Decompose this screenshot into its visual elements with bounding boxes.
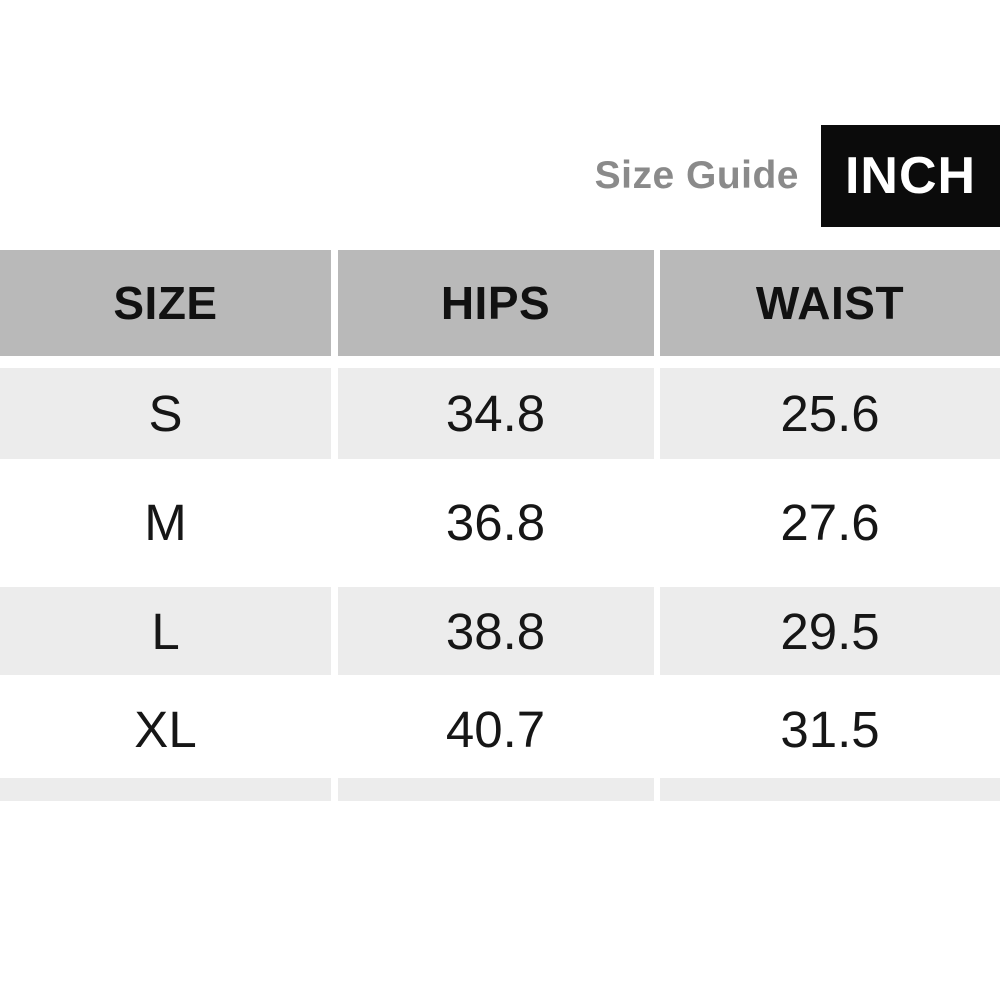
cell-hips-xl: 40.7 <box>445 701 546 758</box>
table-row-s <box>0 368 1000 459</box>
cell-size-l: L <box>0 587 331 675</box>
cell-waist-s: 25.6 <box>660 368 1000 459</box>
cell-waist-l: 29.5 <box>660 587 1000 675</box>
cell-waist-xl: 31.5 <box>780 701 880 758</box>
cell-hips-l: 38.8 <box>338 587 654 675</box>
cell-waist-clipped <box>660 778 1000 801</box>
column-header-waist: WAIST <box>660 250 1000 356</box>
size-guide-header <box>595 125 1000 227</box>
column-header-size: SIZE <box>0 250 331 356</box>
cell-size-xl: XL <box>134 701 197 758</box>
table-row-l <box>0 587 1000 675</box>
page-title: Size Guide <box>594 154 799 197</box>
cell-size-s: S <box>0 368 331 459</box>
table-row-clipped <box>0 778 1000 801</box>
cell-hips-m: 36.8 <box>445 494 546 551</box>
cell-waist-m: 27.6 <box>780 494 880 551</box>
cell-hips-clipped <box>338 778 654 801</box>
cell-hips-s: 34.8 <box>338 368 654 459</box>
table-row-m <box>0 477 1000 568</box>
unit-toggle-inch-button[interactable]: INCH <box>821 125 1000 227</box>
column-header-hips: HIPS <box>338 250 654 356</box>
size-chart-table <box>0 250 1000 801</box>
table-row-xl <box>0 684 1000 775</box>
table-header-row <box>0 250 1000 356</box>
cell-size-clipped <box>0 778 331 801</box>
cell-size-m: M <box>144 494 187 551</box>
